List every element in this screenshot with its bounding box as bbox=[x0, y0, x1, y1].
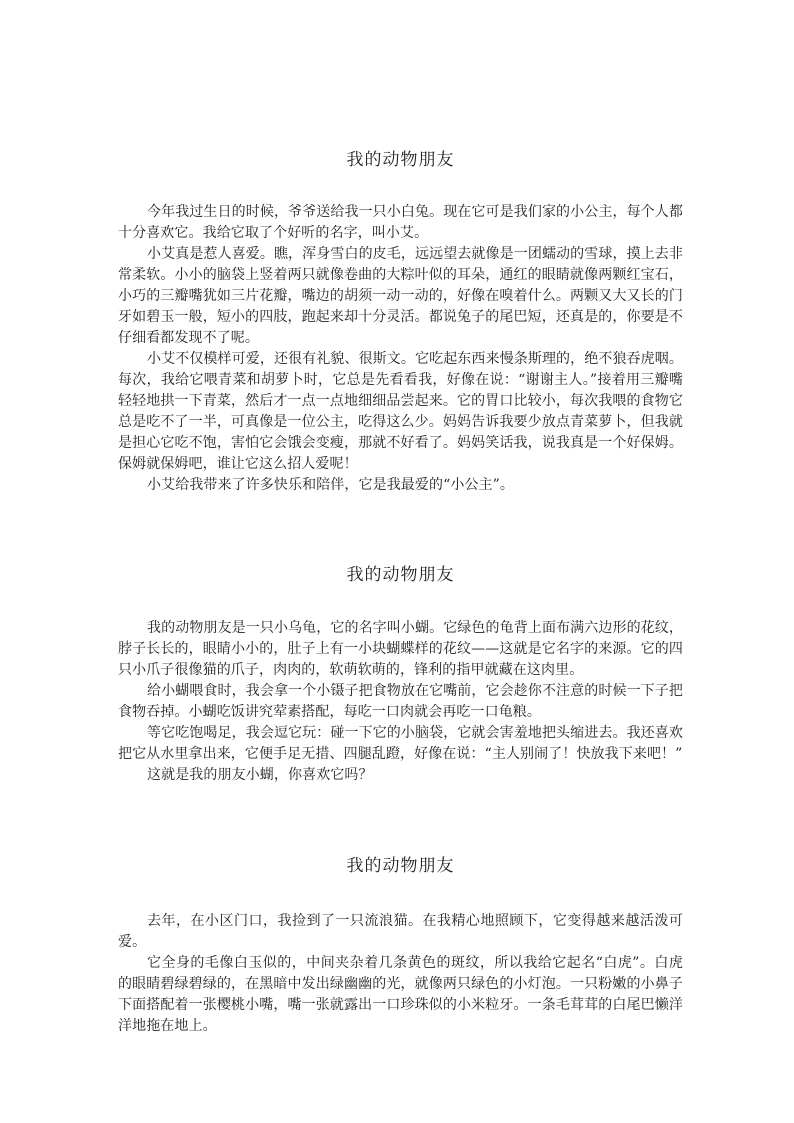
essay-title: 我的动物朋友 bbox=[346, 856, 455, 876]
essay-3 bbox=[118, 856, 683, 1037]
essay-title: 我的动物朋友 bbox=[346, 565, 455, 585]
paragraph: 去年，在小区门口，我捡到了一只流浪猫。在我精心地照顾下，它变得越来越活泼可爱。 bbox=[118, 913, 683, 950]
essay-2 bbox=[118, 565, 683, 786]
paragraph: 小艾给我带来了许多快乐和陪伴，它是我最爱的“小公主”。 bbox=[147, 477, 515, 493]
paragraph: 这就是我的朋友小蝴，你喜欢它吗？ bbox=[147, 767, 373, 783]
essay-body bbox=[118, 202, 683, 496]
paragraph: 等它吃饱喝足，我会逗它玩：碰一下它的小脑袋，它就会害羞地把头缩进去。我还喜欢把它从水里拿出来，它便手足无措、四腿乱蹬，好像在说：“主人别闹了！快放我下来吧！” bbox=[118, 725, 683, 762]
paragraph: 今年我过生日的时候，爷爷送给我一只小白兔。现在它可是我们家的小公主，每个人都十分喜欢它。我给它取了个好听的名字，叫小艾。 bbox=[118, 204, 683, 241]
essay-body bbox=[118, 618, 683, 786]
paragraph: 它全身的毛像白玉似的，中间夹杂着几条黄色的斑纹，所以我给它起名“白虎”。白虎的眼睛碧绿碧绿的，在黑暗中发出绿幽幽的光，就像两只绿色的小灯泡。一只粉嫩的小鼻子下面搭配着一张樱桃小嘴，嘴一张就露出一口珍珠似的小米粒牙。一条毛茸茸的白尾巴懒洋洋地拖在地上。 bbox=[118, 955, 683, 1034]
paragraph: 小艾真是惹人喜爱。瞧，浑身雪白的皮毛，远远望去就像是一团蠕动的雪球，摸上去非常柔软。小小的脑袋上竖着两只就像卷曲的大粽叶似的耳朵，通红的眼睛就像两颗红宝石，小巧的三瓣嘴犹如三片花瓣，嘴边的胡须一动一动的，好像在嗅着什么。两颗又大又长的门牙如碧玉一般，短小的四肢，跑起来却十分灵活。都说兔子的尾巴短，还真是的，你要是不仔细看都发现不了呢。 bbox=[118, 246, 683, 346]
paragraph: 小艾不仅模样可爱，还很有礼貌、很斯文。它吃起东西来慢条斯理的，绝不狼吞虎咽。每次，我给它喂青菜和胡萝卜时，它总是先看看我，好像在说：“谢谢主人。”接着用三瓣嘴轻轻地拱一下青菜，然后才一点一点地细细品尝起来。它的胃口比较小，每次我喂的食物它总是吃不了一半，可真像是一位公主，吃得这么少。妈妈告诉我要少放点青菜萝卜，但我就是担心它吃不饱，害怕它会饿会变瘦，那就不好看了。妈妈笑话我，说我真是一个好保姆。保姆就保姆吧，谁让它这么招人爱呢！ bbox=[118, 351, 683, 472]
paragraph: 给小蝴喂食时，我会拿一个小镊子把食物放在它嘴前，它会趁你不注意的时候一下子把食物吞掉。小蝴吃饭讲究荤素搭配，每吃一口肉就会再吃一口龟粮。 bbox=[118, 683, 683, 720]
essay-title: 我的动物朋友 bbox=[346, 150, 455, 170]
essay-body bbox=[118, 911, 683, 1037]
paragraph: 我的动物朋友是一只小乌龟，它的名字叫小蝴。它绿色的龟背上面布满六边形的花纹，脖子长长的，眼睛小小的，肚子上有一小块蝴蝶样的花纹——这就是它名字的来源。它的四只小爪子很像猫的爪子，肉肉的，软萌软萌的，锋利的指甲就藏在这肉里。 bbox=[118, 620, 683, 678]
essay-1 bbox=[118, 150, 683, 496]
